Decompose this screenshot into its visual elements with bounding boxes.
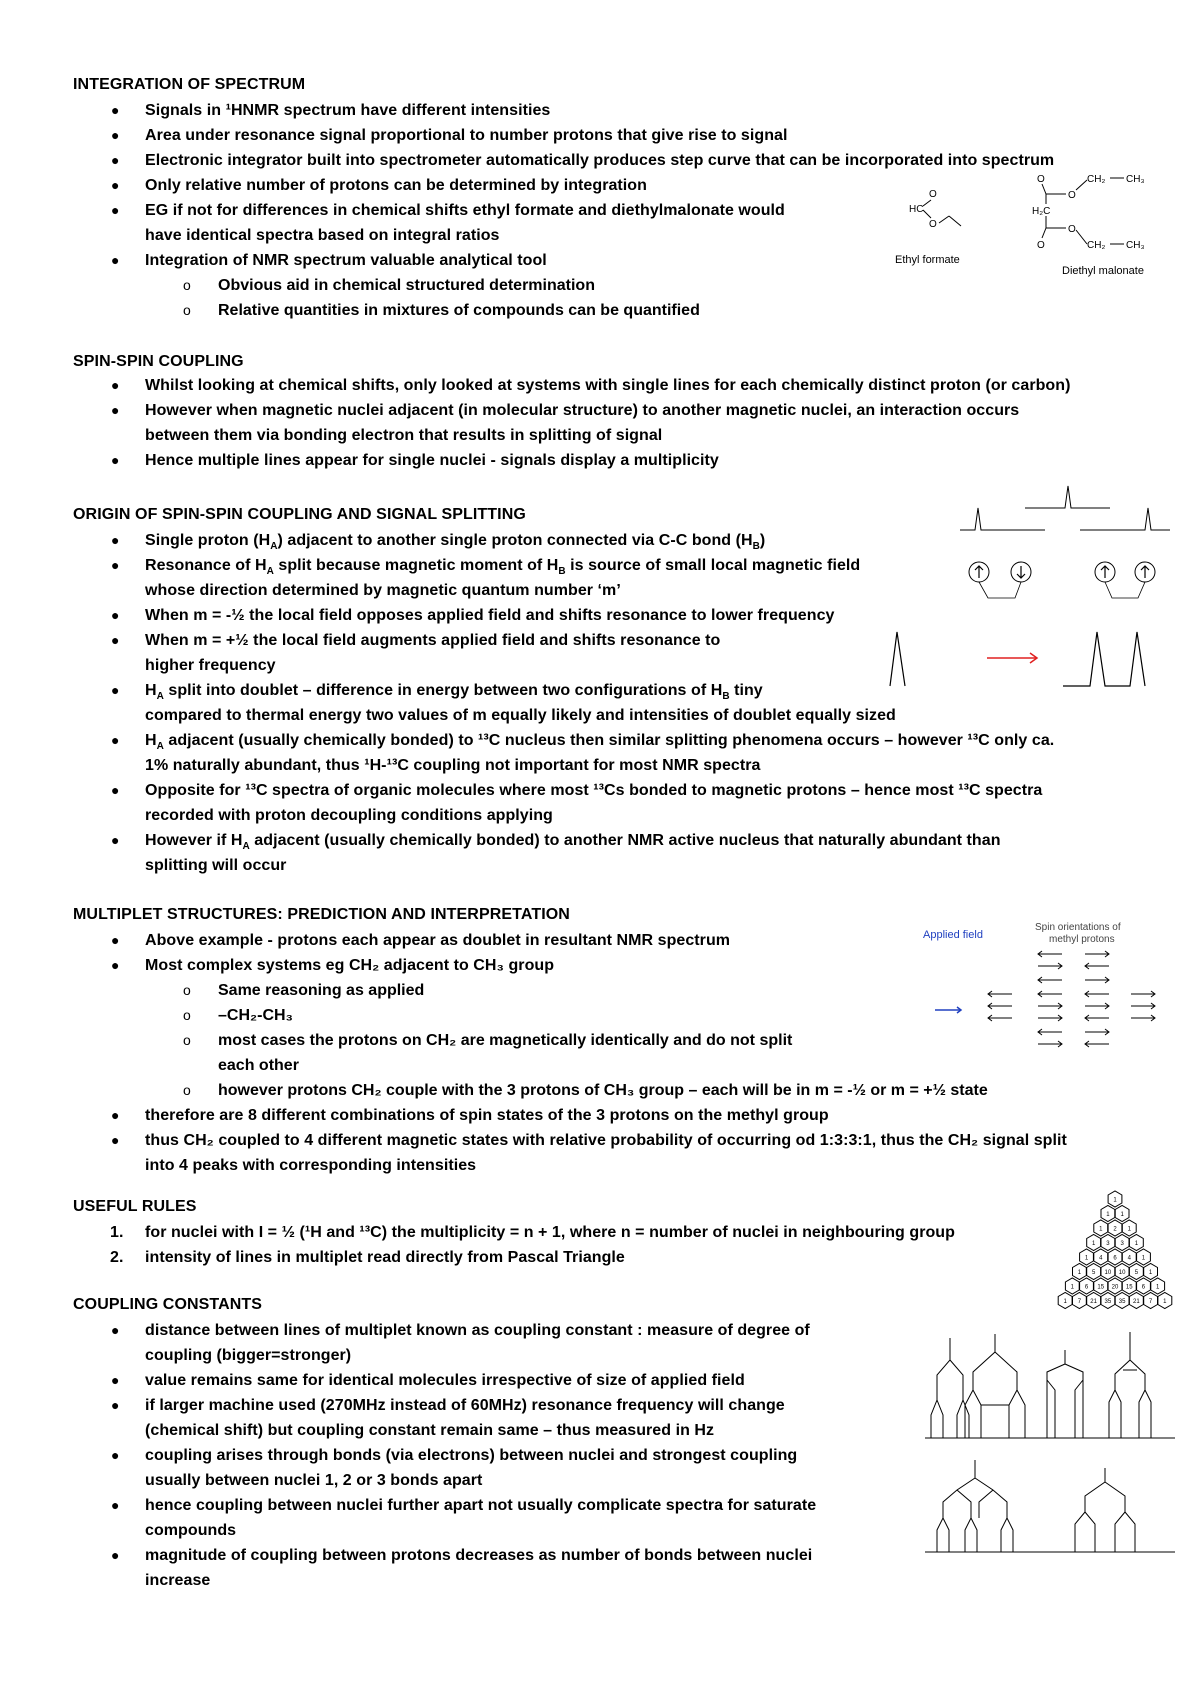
pascal-value: 1 — [1099, 1226, 1103, 1233]
pascal-value: 15 — [1097, 1284, 1105, 1291]
pascal-value: 6 — [1084, 1284, 1089, 1291]
sub-list-item: o –CH₂-CH₃ — [218, 1003, 293, 1028]
pascal-value: 1 — [1063, 1299, 1067, 1305]
spin-figure-title: Spin orientations of — [1035, 922, 1121, 933]
list-item: ● Electronic integrator built into spectrometer automatically produces step curve that can be incorporated into spectrum — [145, 148, 1054, 173]
atom-label: CH₂ — [1087, 240, 1106, 251]
numbered-item: 2. intensity of lines in multiplet read directly from Pascal Triangle — [145, 1245, 625, 1270]
bullet-icon: ● — [111, 1497, 120, 1513]
list-item-continuation: recorded with proton decoupling conditions applying — [145, 807, 553, 824]
list-item-continuation: increase — [145, 1572, 211, 1589]
item-number: 1. — [110, 1224, 124, 1241]
pascal-value: 7 — [1077, 1299, 1082, 1305]
pascal-value: 20 — [1111, 1284, 1119, 1291]
sub-bullet-icon: o — [183, 302, 191, 318]
atom-label: CH₃ — [1126, 240, 1145, 251]
pascal-value: 5 — [1091, 1270, 1096, 1276]
atom-label: O — [1037, 174, 1045, 185]
sub-list-item: o Obvious aid in chemical structured determination — [218, 273, 595, 298]
pascal-value: 1 — [1156, 1284, 1160, 1291]
sub-bullet-icon: o — [183, 277, 191, 293]
sub-list-item: o most cases the protons on CH₂ are magnetically identically and do not split — [218, 1028, 792, 1053]
pascal-value: 2 — [1113, 1226, 1117, 1233]
pascal-value: 1 — [1091, 1241, 1096, 1247]
bullet-icon: ● — [111, 102, 120, 118]
pascal-value: 1 — [1134, 1241, 1139, 1247]
section-title-integration: INTEGRATION OF SPECTRUM — [73, 76, 306, 93]
bullet-icon: ● — [111, 1322, 120, 1338]
pascal-value: 6 — [1113, 1255, 1117, 1262]
list-item-continuation: (chemical shift) but coupling constant remain same – thus measured in Hz — [145, 1422, 715, 1439]
list-item: ● $H_A$ split into doublet – difference in energy between two configurations of $H_B$ tiny — [145, 678, 763, 703]
bullet-icon: ● — [111, 1397, 120, 1413]
list-item-continuation: compounds — [145, 1522, 237, 1539]
pascal-value: 3 — [1120, 1241, 1124, 1247]
pascal-value: 35 — [1104, 1299, 1112, 1305]
atom-label: CH₂ — [1087, 174, 1106, 185]
pascal-value: 10 — [1118, 1270, 1126, 1276]
bullet-icon: ● — [111, 632, 120, 648]
list-item: ● Area under resonance signal proportional to number protons that give rise to signal — [145, 123, 787, 148]
atom-label: O — [929, 219, 937, 230]
list-item: ● hence coupling between nuclei further apart not usually complicate spectra for saturate — [145, 1493, 816, 1518]
sub-bullet-icon: o — [183, 1082, 191, 1098]
pascal-value: 1 — [1120, 1212, 1124, 1218]
bullet-icon: ● — [111, 607, 120, 623]
pascal-value: 3 — [1106, 1241, 1110, 1247]
list-item: ● When m = +½ the local field augments applied field and shifts resonance to — [145, 628, 720, 653]
list-item-continuation: compared to thermal energy two values of m equally likely and intensities of doublet equally sized — [145, 707, 896, 724]
bullet-icon: ● — [111, 177, 120, 193]
bullet-icon: ● — [111, 782, 120, 798]
list-item: ● thus CH₂ coupled to 4 different magnetic states with relative probability of occurring od 1:3:3:1, thus the CH₂ signal split — [145, 1128, 1067, 1153]
list-item: ● therefore are 8 different combinations of spin states of the 3 protons on the methyl group — [145, 1103, 829, 1128]
spin-figure-title: methyl protons — [1049, 934, 1115, 945]
list-item-continuation: have identical spectra based on integral ratios — [145, 227, 500, 244]
list-item: ● Opposite for ¹³C spectra of organic molecules where most ¹³Cs bonded to magnetic protons – hence most ¹³C spectra — [145, 778, 1042, 803]
sub-list-item-continuation: each other — [218, 1057, 299, 1074]
list-item-continuation: splitting will occur — [145, 857, 287, 874]
bullet-icon: ● — [111, 1372, 120, 1388]
list-item-continuation: usually between nuclei 1, 2 or 3 bonds apart — [145, 1472, 483, 1489]
list-item: ● However if $H_A$ adjacent (usually chemically bonded) to another NMR active nucleus that naturally abundant than — [145, 828, 1001, 853]
pascal-value: 6 — [1141, 1284, 1146, 1291]
pascal-value: 1 — [1077, 1270, 1082, 1276]
applied-field-label: Applied field — [923, 929, 983, 941]
sub-bullet-icon: o — [183, 1007, 191, 1023]
bullet-icon: ● — [111, 532, 120, 548]
bullet-icon: ● — [111, 127, 120, 143]
atom-label: HC — [909, 204, 924, 215]
list-item: ● Whilst looking at chemical shifts, only looked at systems with single lines for each chemically distinct proton (or carbon) — [145, 373, 1070, 398]
pascal-value: 4 — [1099, 1255, 1103, 1262]
numbered-item: 1. for nuclei with I = ½ (¹H and ¹³C) the multiplicity = n + 1, where n = number of nuclei in neighbouring group — [145, 1220, 955, 1245]
list-item-continuation: coupling (bigger=stronger) — [145, 1347, 352, 1364]
pascal-value: 1 — [1148, 1270, 1153, 1276]
pascal-value: 4 — [1127, 1255, 1131, 1262]
list-item-continuation: between them via bonding electron that results in splitting of signal — [145, 427, 663, 444]
diethyl-malonate-figure — [1032, 168, 1167, 280]
pascal-value: 1 — [1163, 1299, 1167, 1305]
list-item-continuation: higher frequency — [145, 657, 276, 674]
list-item: ● distance between lines of multiplet known as coupling constant : measure of degree of — [145, 1318, 810, 1343]
pascal-value: 1 — [1141, 1255, 1146, 1262]
atom-label: H₂C — [1032, 206, 1051, 217]
list-item: ● coupling arises through bonds (via electrons) between nuclei and strongest coupling — [145, 1443, 797, 1468]
list-item-continuation: 1% naturally abundant, thus ¹H-¹³C coupling not important for most NMR spectra — [145, 757, 761, 774]
section-title-useful-rules: USEFUL RULES — [73, 1198, 197, 1215]
pascal-value: 1 — [1084, 1255, 1089, 1262]
list-item-continuation: into 4 peaks with corresponding intensities — [145, 1157, 477, 1174]
bullet-icon: ● — [111, 957, 120, 973]
sub-list-item: o Relative quantities in mixtures of compounds can be quantified — [218, 298, 700, 323]
list-item: ● Single proton $(H_A)$ adjacent to another single proton connected via C-C bond $(H_B)$ — [145, 528, 765, 553]
figure-caption: Ethyl formate — [895, 254, 960, 266]
doublet-splitting-figure — [960, 480, 1170, 605]
pascal-triangle-figure — [1045, 1190, 1185, 1312]
pascal-value: 1 — [1113, 1197, 1117, 1204]
list-item-continuation: whose direction determined by magnetic quantum number ‘m’ — [145, 582, 621, 599]
bullet-icon: ● — [111, 557, 120, 573]
item-number: 2. — [110, 1249, 124, 1266]
list-item: ● Signals in ¹HNMR spectrum have different intensities — [145, 98, 550, 123]
list-item: ● value remains same for identical molecules irrespective of size of applied field — [145, 1368, 745, 1393]
spin-orientation-figure — [915, 918, 1165, 1058]
atom-label: O — [1068, 224, 1076, 235]
sub-bullet-icon: o — [183, 1032, 191, 1048]
sub-bullet-icon: o — [183, 982, 191, 998]
pascal-value: 1 — [1127, 1226, 1131, 1233]
bullet-icon: ● — [111, 1447, 120, 1463]
sub-list-item: o however protons CH₂ couple with the 3 protons of CH₃ group – each will be in m = -½ or m = +½ state — [218, 1078, 988, 1103]
pascal-value: 21 — [1090, 1299, 1097, 1305]
pascal-value: 1 — [1070, 1284, 1074, 1291]
section-title-coupling-constants: COUPLING CONSTANTS — [73, 1296, 263, 1313]
bullet-icon: ● — [111, 1107, 120, 1123]
atom-label: O — [1037, 240, 1045, 251]
pascal-value: 5 — [1134, 1270, 1139, 1276]
bullet-icon: ● — [111, 932, 120, 948]
pascal-value: 10 — [1104, 1270, 1112, 1276]
pascal-value: 15 — [1125, 1284, 1133, 1291]
sub-list-item: o Same reasoning as applied — [218, 978, 424, 1003]
list-item: ● magnitude of coupling between protons decreases as number of bonds between nuclei — [145, 1543, 812, 1568]
atom-label: O — [929, 189, 937, 200]
pascal-value: 21 — [1133, 1299, 1140, 1305]
bullet-icon: ● — [111, 252, 120, 268]
list-item: ● if larger machine used (270MHz instead of 60MHz) resonance frequency will change — [145, 1393, 785, 1418]
pascal-value: 35 — [1118, 1299, 1126, 1305]
section-title-multiplet: MULTIPLET STRUCTURES: PREDICTION AND INTERPRETATION — [73, 906, 570, 923]
list-item: ● Integration of NMR spectrum valuable analytical tool — [145, 248, 547, 273]
pascal-value: 7 — [1148, 1299, 1153, 1305]
figure-caption: Diethyl malonate — [1062, 265, 1144, 277]
list-item: ● However when magnetic nuclei adjacent (in molecular structure) to another magnetic nuclei, an interaction occurs — [145, 398, 1019, 423]
list-item: ● When m = -½ the local field opposes applied field and shifts resonance to lower frequency — [145, 603, 834, 628]
bullet-icon: ● — [111, 377, 120, 393]
bullet-icon: ● — [111, 402, 120, 418]
pascal-value: 1 — [1106, 1212, 1110, 1218]
coupling-tree-figure — [925, 1330, 1180, 1570]
bullet-icon: ● — [111, 1547, 120, 1563]
pascal-cell-group — [1058, 1191, 1172, 1309]
list-item: ● Hence multiple lines appear for single nuclei - signals display a multiplicity — [145, 448, 719, 473]
list-item: ● $H_A$ adjacent (usually chemically bonded) to ¹³C nucleus then similar splitting phenomena occurs – however ¹³C only ca. — [145, 728, 1054, 753]
list-item: ● Most complex systems eg CH₂ adjacent to CH₃ group — [145, 953, 554, 978]
ethyl-formate-figure — [895, 178, 1005, 268]
bullet-icon: ● — [111, 832, 120, 848]
bullet-icon: ● — [111, 152, 120, 168]
list-item: ● EG if not for differences in chemical shifts ethyl formate and diethylmalonate would — [145, 198, 785, 223]
spin-arrow-group — [988, 951, 1155, 1047]
atom-label: O — [1068, 190, 1076, 201]
bullet-icon: ● — [111, 732, 120, 748]
list-item: ● Only relative number of protons can be determined by integration — [145, 173, 647, 198]
list-item: ● Above example - protons each appear as doublet in resultant NMR spectrum — [145, 928, 730, 953]
section-title-origin: ORIGIN OF SPIN-SPIN COUPLING AND SIGNAL SPLITTING — [73, 506, 526, 523]
doublet-peak-figure — [885, 628, 1165, 690]
list-item: ● Resonance of $H_A$ split because magnetic moment of $H_B$ is source of small local magnetic field — [145, 553, 860, 578]
bullet-icon: ● — [111, 202, 120, 218]
bullet-icon: ● — [111, 682, 120, 698]
atom-label: CH₃ — [1126, 174, 1145, 185]
section-title-spin-spin: SPIN-SPIN COUPLING — [73, 353, 244, 370]
bullet-icon: ● — [111, 452, 120, 468]
bullet-icon: ● — [111, 1132, 120, 1148]
